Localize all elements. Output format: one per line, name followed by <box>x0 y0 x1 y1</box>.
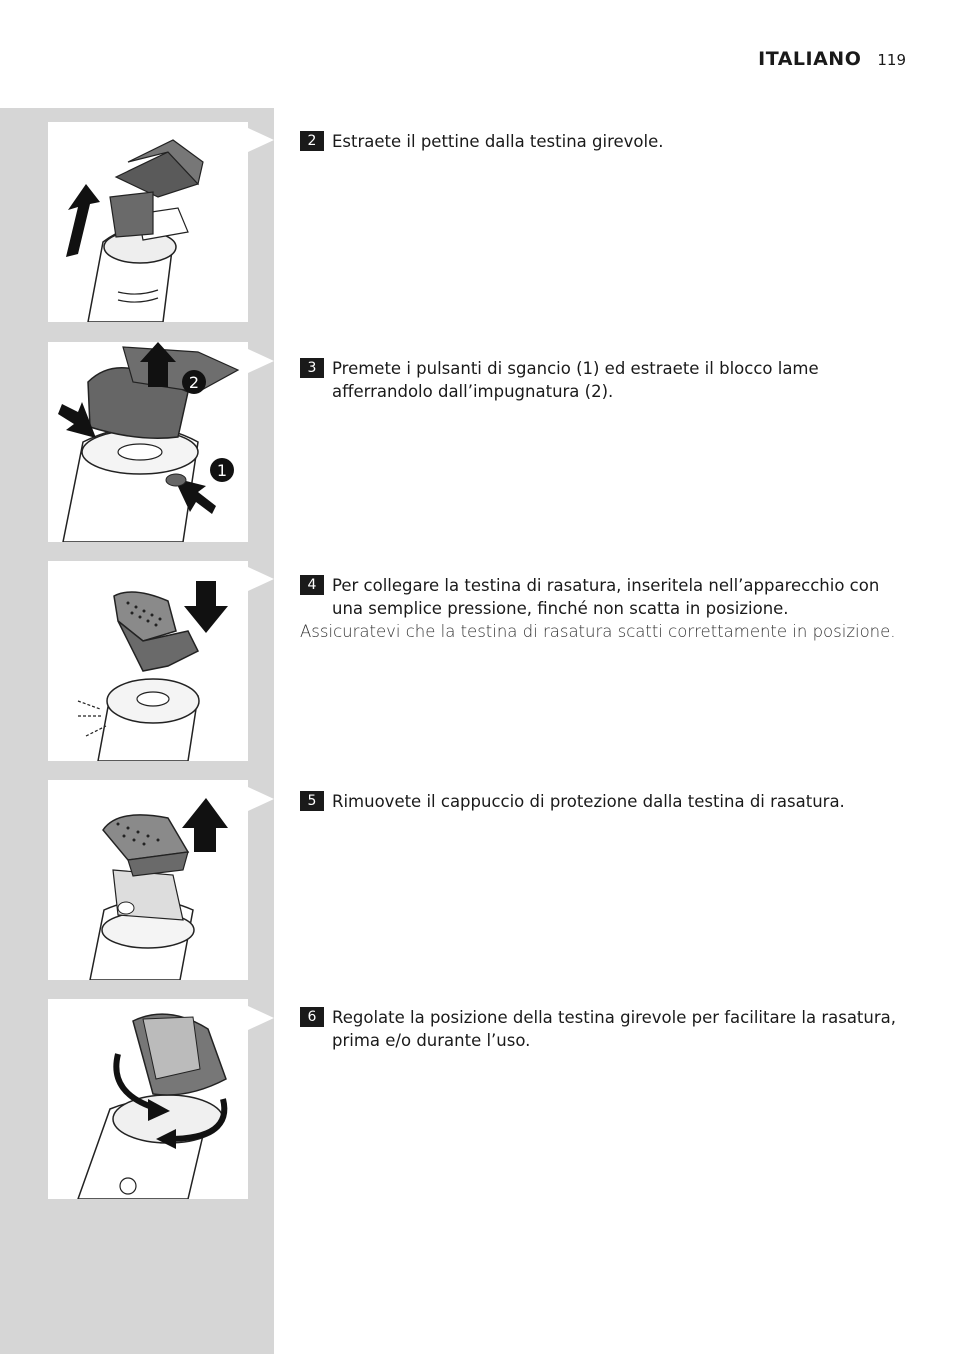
shaving-head-attach-illustration <box>48 561 248 761</box>
panel-pointer <box>248 787 274 811</box>
step-4 <box>300 574 912 643</box>
step-note: Assicuratevi che la testina di rasatura scatti correttamente in posizione. <box>300 622 896 641</box>
panel-pointer <box>248 128 274 152</box>
step-2 <box>300 130 912 153</box>
page-header <box>758 48 906 74</box>
language-title: ITALIANO <box>758 48 862 70</box>
panel-pointer <box>248 349 274 373</box>
step-number-badge: 6 <box>300 1007 324 1027</box>
step-number-badge: 4 <box>300 575 324 595</box>
cap-removal-illustration <box>48 780 248 980</box>
panel-pointer <box>248 567 274 591</box>
blade-block-removal-illustration <box>48 342 248 542</box>
step-number-badge: 3 <box>300 358 324 378</box>
step-5 <box>300 790 912 813</box>
rotating-head-illustration <box>48 999 248 1199</box>
step-number-badge: 5 <box>300 791 324 811</box>
callout-2: 2 <box>188 373 200 392</box>
step-number-badge: 2 <box>300 131 324 151</box>
step-6 <box>300 1006 912 1052</box>
step-text: Premete i pulsanti di sgancio (1) ed estraete il blocco lame afferrandolo dall’impugnatura (2). <box>332 359 819 401</box>
panel-pointer <box>248 1006 274 1030</box>
page-number: 119 <box>877 51 906 69</box>
step-3 <box>300 357 912 403</box>
callout-1: 1 <box>216 461 228 480</box>
comb-removal-illustration <box>48 122 248 322</box>
step-text: Regolate la posizione della testina girevole per facilitare la rasatura, prima e/o durante l’uso. <box>332 1008 896 1050</box>
step-text: Per collegare la testina di rasatura, inseritela nell’apparecchio con una semplice pressione, finché non scatta in posizione. <box>332 576 880 618</box>
step-text: Rimuovete il cappuccio di protezione dalla testina di rasatura. <box>332 792 845 811</box>
step-text: Estraete il pettine dalla testina girevole. <box>332 132 664 151</box>
